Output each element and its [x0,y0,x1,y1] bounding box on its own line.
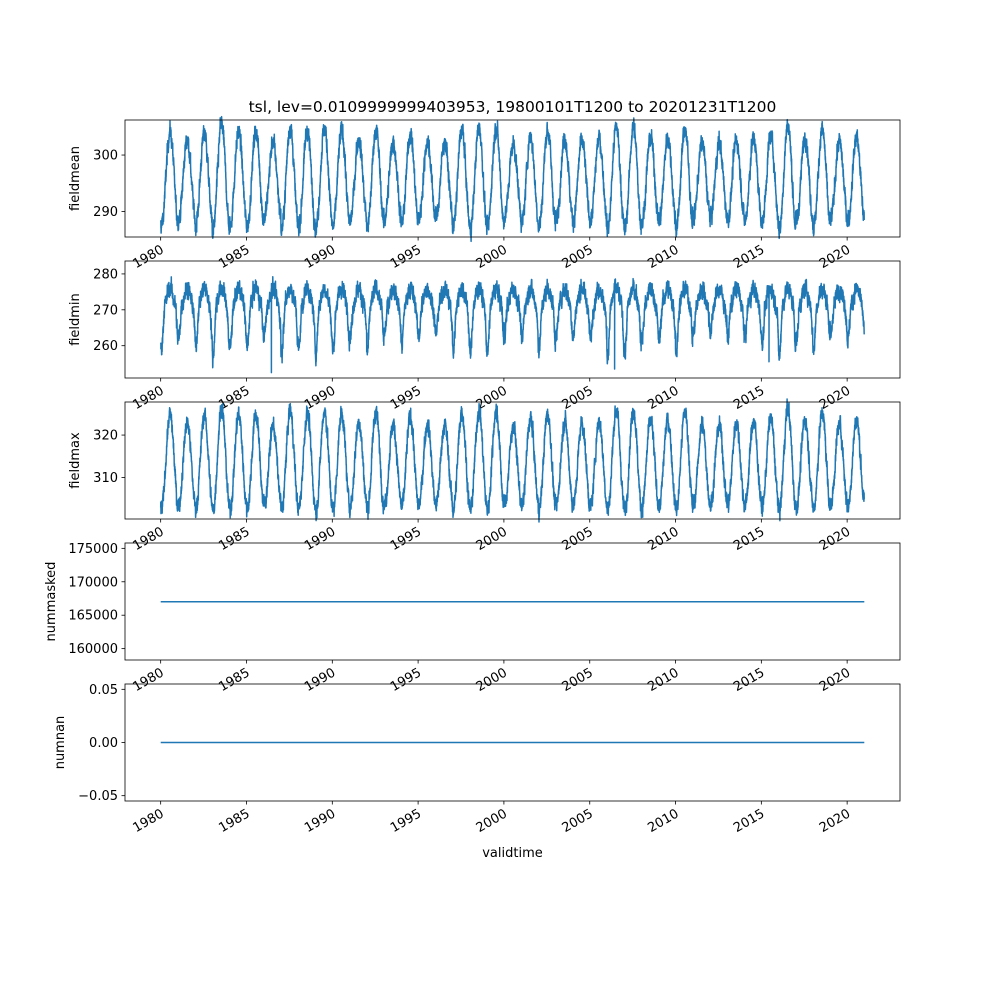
nummasked-x-tick-label: 1985 [216,665,253,696]
fieldmean-x-tick-label: 1985 [216,242,253,273]
fieldmean-x-tick-label: 2010 [645,242,682,273]
fieldmean-x-tick-label: 1990 [302,242,339,273]
numnan-x-tick-label: 2015 [731,806,768,837]
numnan-y-tick-label: −0.05 [78,789,118,805]
fieldmax-x-tick-label: 2005 [559,524,596,555]
nummasked-y-tick-label: 170000 [68,575,118,591]
nummasked-x-tick-label: 2020 [816,665,854,696]
fieldmean-y-tick-label: 300 [93,148,118,164]
fieldmax-x-tick-label: 2020 [816,524,854,555]
nummasked-x-tick-label: 1980 [130,665,167,696]
fieldmin-y-axis-label: fieldmin [68,293,83,346]
numnan-y-axis-label: numnan [53,715,68,770]
fieldmean-x-tick-label: 2000 [473,242,510,273]
fieldmax-x-tick-label: 1990 [302,524,339,555]
fieldmin-x-tick-label: 1985 [216,383,253,414]
fieldmean-y-axis-label: fieldmean [68,146,83,211]
numnan-x-tick-label: 1990 [302,806,339,837]
fieldmean-x-tick-label: 2020 [816,242,854,273]
fieldmin-x-tick-label: 1990 [302,383,339,414]
nummasked-y-axis-label: nummasked [44,561,59,642]
fieldmin-x-tick-label: 2010 [645,383,682,414]
fieldmax-x-tick-label: 1985 [216,524,253,555]
nummasked-x-tick-label: 2000 [473,665,510,696]
numnan-x-tick-label: 2010 [645,806,682,837]
nummasked-x-tick-label: 2015 [731,665,768,696]
fieldmin-x-tick-label: 1980 [130,383,167,414]
fieldmean-x-tick-label: 1995 [387,242,425,273]
fieldmean-x-tick-label: 2015 [731,242,768,273]
fieldmax-x-tick-label: 2015 [731,524,768,555]
fieldmax-x-tick-label: 1980 [130,524,167,555]
fieldmax-x-tick-label: 2000 [473,524,510,555]
numnan-y-tick-label: 0.05 [89,682,118,698]
nummasked-x-tick-label: 1990 [302,665,339,696]
fieldmean-x-tick-label: 1980 [130,242,167,273]
fieldmin-y-tick-label: 260 [93,339,118,355]
numnan-x-tick-label: 2005 [559,806,596,837]
fieldmax-y-tick-label: 320 [93,428,118,444]
chart-title: tsl, lev=0.0109999999403953, 19800101T1200 to 20201231T1200 [248,98,777,116]
x-axis-label: validtime [482,846,543,861]
fieldmin-x-tick-label: 1995 [387,383,425,414]
nummasked-x-tick-label: 1995 [387,665,425,696]
numnan-x-tick-label: 1980 [130,806,167,837]
numnan-x-tick-label: 1995 [387,806,425,837]
nummasked-x-tick-label: 2005 [559,665,596,696]
nummasked-y-tick-label: 175000 [68,541,118,557]
nummasked-y-tick-label: 160000 [68,642,118,658]
fieldmin-y-tick-label: 280 [93,267,118,283]
numnan-x-tick-label: 1985 [216,806,253,837]
numnan-x-tick-label: 2000 [473,806,510,837]
nummasked-y-tick-label: 165000 [68,608,118,624]
fieldmin-x-tick-label: 2020 [816,383,854,414]
fieldmin-y-tick-label: 270 [93,303,118,319]
numnan-x-tick-label: 2020 [816,806,854,837]
fieldmax-y-axis-label: fieldmax [68,432,83,489]
fieldmean-y-tick-label: 290 [93,205,118,221]
fieldmean-x-tick-label: 2005 [559,242,596,273]
fieldmin-x-tick-label: 2005 [559,383,596,414]
fieldmax-x-tick-label: 2010 [645,524,682,555]
nummasked-x-tick-label: 2010 [645,665,682,696]
fieldmin-x-tick-label: 2015 [731,383,768,414]
fieldmax-x-tick-label: 1995 [387,524,425,555]
fieldmin-x-tick-label: 2000 [473,383,510,414]
numnan-y-tick-label: 0.00 [89,736,118,751]
fieldmax-y-tick-label: 310 [93,470,118,486]
